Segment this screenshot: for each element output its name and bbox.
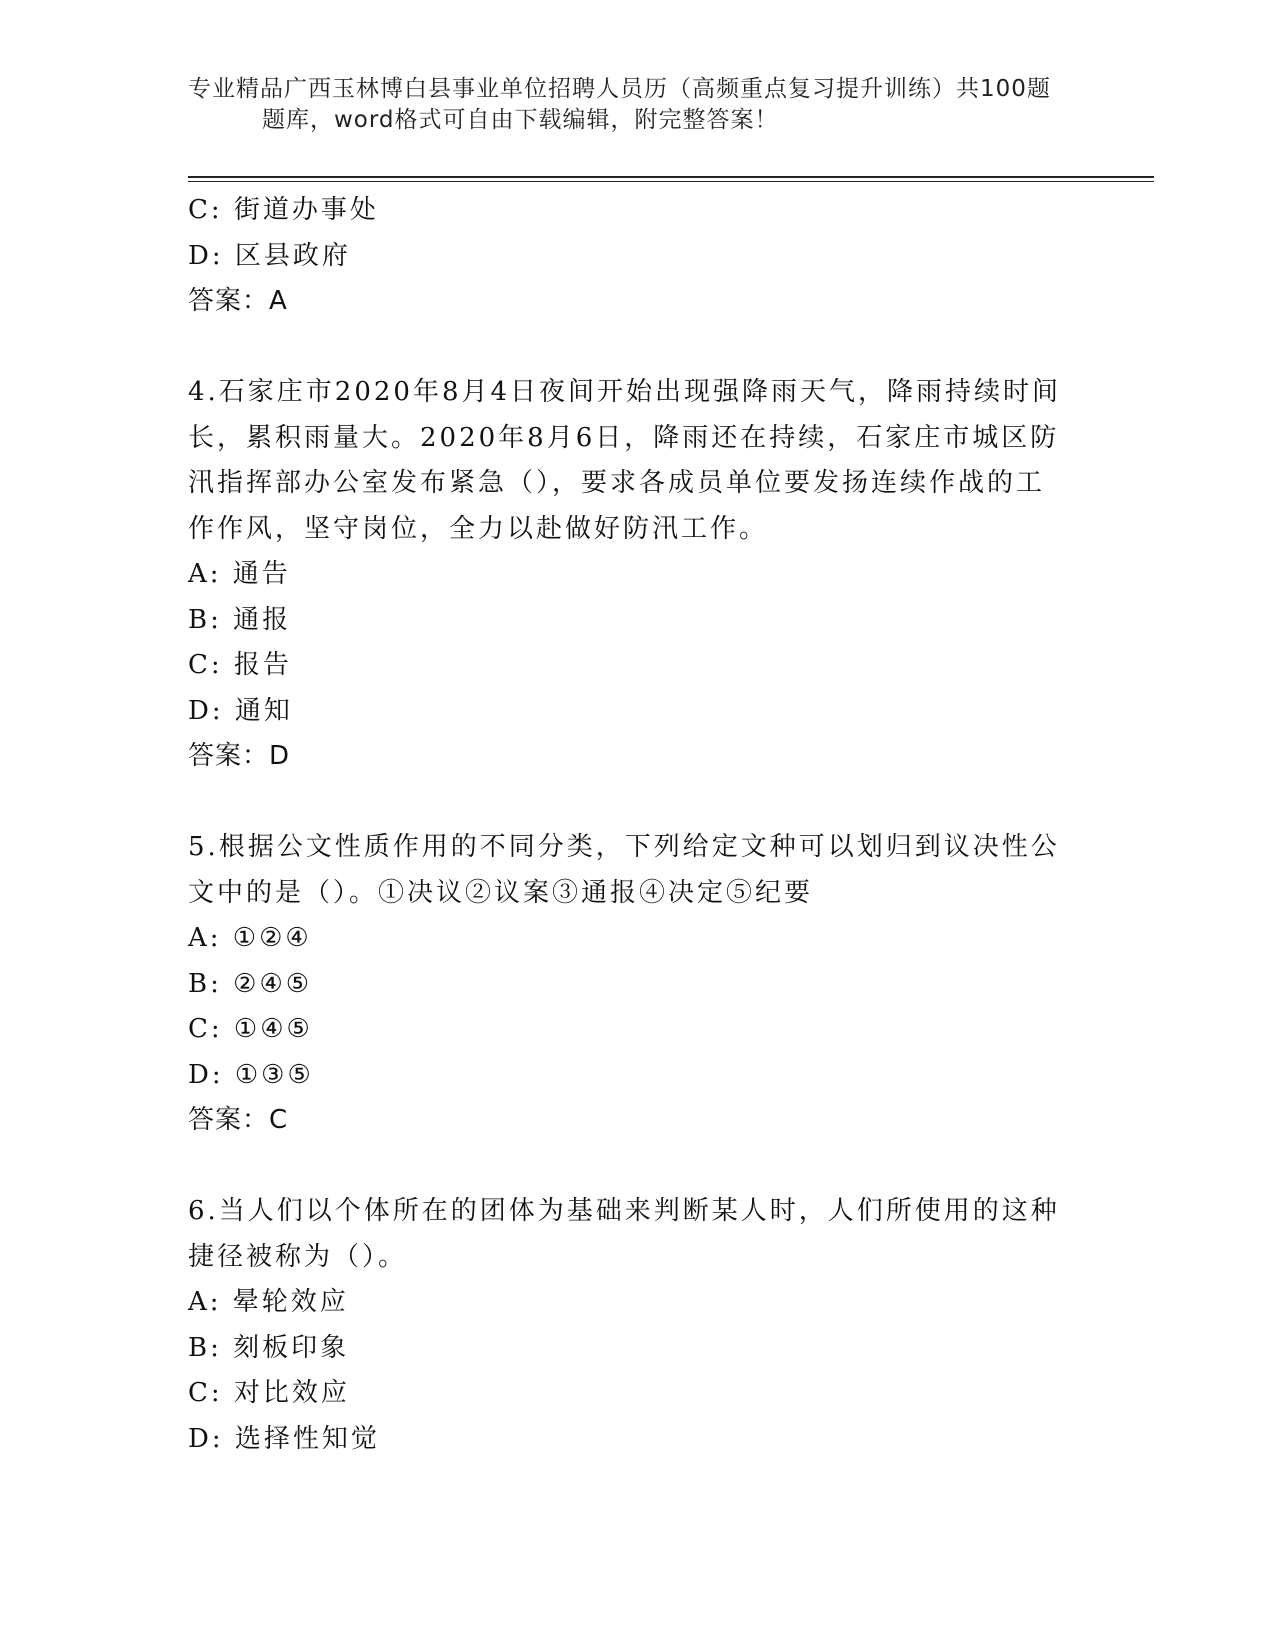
question-4 — [188, 370, 1088, 780]
question-text-line: 作作风，坚守岗位，全力以赴做好防汛工作。 — [188, 513, 769, 544]
option-a: A: 晕轮效应 — [188, 1287, 349, 1317]
answer-line: 答案：A — [188, 286, 288, 316]
question-text-line: 5.根据公文性质作用的不同分类，下列给定文种可以划归到议决性公 — [188, 832, 1060, 862]
question-text-line: 汛指挥部办公室发布紧急（），要求各成员单位要发扬连续作战的工 — [188, 468, 1046, 498]
option-a: A: 通告 — [188, 559, 291, 589]
option-b: B: 刻板印象 — [188, 1332, 350, 1363]
question-3-tail — [188, 188, 1088, 325]
question-6 — [188, 1189, 1088, 1462]
header-title-line1: 专业精品广西玉林博白县事业单位招聘人员历（高频重点复习提升训练）共100题 — [188, 76, 1051, 102]
option-a: A: ①②④ — [188, 923, 312, 953]
header-divider-thick — [188, 176, 1154, 178]
spacer — [188, 325, 1088, 371]
option-b: B: ②④⑤ — [188, 968, 313, 999]
question-text-line: 4.石家庄市2020年8月4日夜间开始出现强降雨天气，降雨持续时间 — [188, 377, 1062, 407]
answer-line: 答案：C — [188, 1105, 289, 1135]
question-content — [188, 188, 1088, 1462]
option-d: D: ①③⑤ — [188, 1059, 314, 1090]
document-header — [188, 74, 1088, 136]
answer-line: 答案：D — [188, 741, 291, 771]
option-d: D: 区县政府 — [188, 240, 351, 271]
question-text-line: 文中的是（）。①决议②议案③通报④决定⑤纪要 — [188, 877, 814, 908]
question-5 — [188, 825, 1088, 1144]
header-title-line2: 题库，word格式可自由下载编辑，附完整答案！ — [262, 107, 779, 133]
option-c: C: 报告 — [188, 650, 292, 680]
option-b: B: 通报 — [188, 604, 292, 635]
option-c: C: 街道办事处 — [188, 195, 379, 225]
question-text-line: 6.当人们以个体所在的团体为基础来判断某人时，人们所使用的这种 — [188, 1196, 1060, 1226]
question-text-line: 捷径被称为（）。 — [188, 1241, 408, 1272]
spacer — [188, 780, 1088, 826]
spacer — [188, 1144, 1088, 1190]
option-d: D: 通知 — [188, 695, 293, 726]
header-divider-thin — [188, 181, 1154, 182]
option-c: C: ①④⑤ — [188, 1014, 313, 1044]
option-d: D: 选择性知觉 — [188, 1423, 380, 1454]
option-c: C: 对比效应 — [188, 1378, 350, 1408]
question-text-line: 长，累积雨量大。2020年8月6日，降雨还在持续，石家庄市城区防 — [188, 422, 1060, 453]
